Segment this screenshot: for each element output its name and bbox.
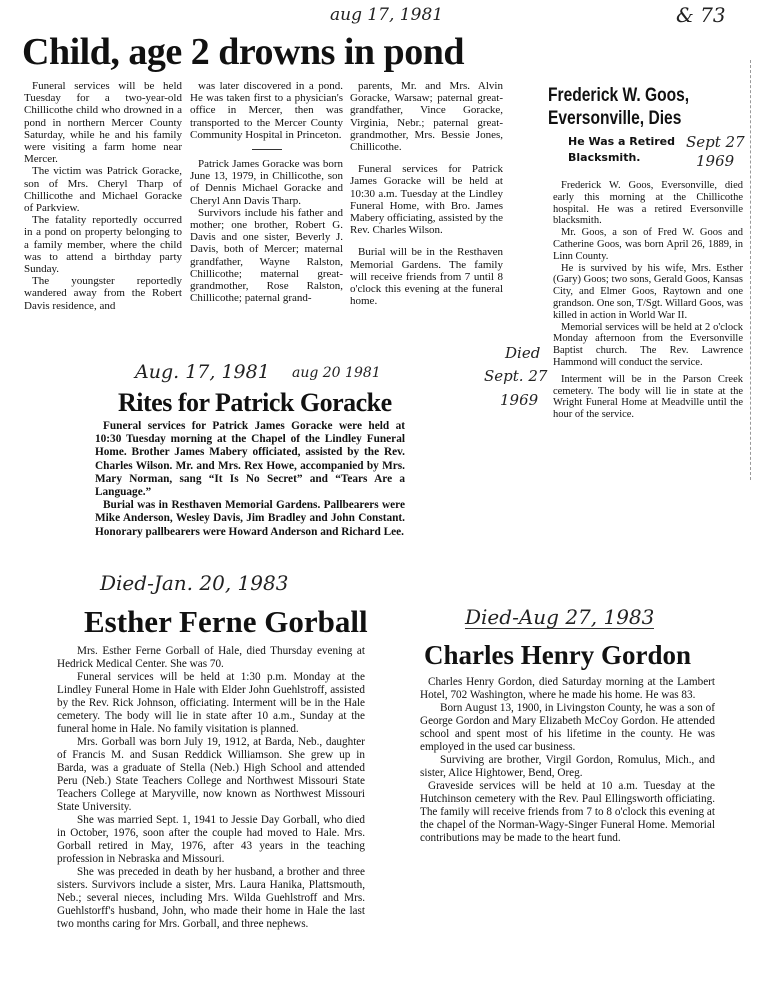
paragraph: The victim was Patrick Goracke, son of Mrs. Cheryl Tharp of Chillicothe and Michael Goracke of Parkview. — [24, 165, 182, 215]
paragraph: Born August 13, 1900, in Livingston County, he was a son of George Gordon and Mary Elizabeth McCoy Gordon. He attended school and spent most of his lifetime in the county. He was employed in the used car business. — [420, 702, 715, 753]
gorball-body — [57, 645, 365, 931]
goos-body — [553, 180, 743, 421]
paragraph: Frederick W. Goos, Eversonville, died early this morning at the Chillicothe hospital. He was a retired Eversonville blacksmith. — [553, 180, 743, 227]
paragraph: Patrick James Goracke was born June 13, 1979, in Chillicothe, son of Dennis Michael Goracke and Cheryl Ann Davis Tharp. — [190, 158, 343, 207]
rites-body — [95, 420, 405, 539]
paragraph: parents, Mr. and Mrs. Alvin Goracke, Warsaw; paternal great-grandfather, Vince Goracke, Virginia, Nebr.; paternal great-grandmother, Mrs. Bessie Jones, Chillicothe. — [350, 80, 503, 154]
gordon-body — [420, 676, 715, 845]
headline: Frederick W. Goos, Eversonville, Dies — [548, 85, 690, 129]
headline: Charles Henry Gordon — [424, 640, 691, 670]
handwritten-date: Sept 27 — [686, 133, 745, 151]
handwritten-date: aug 20 1981 — [292, 365, 381, 381]
paragraph: Funeral services for Patrick James Goracke were held at 10:30 Tuesday morning at the Chapel of the Lindley Funeral Home. Brother James Mabery officiated, assisted by the Rev. Charles Wilson. Mr. and Mrs. Rex Howe, accompanied by Mrs. Mary Norman, sang “It Is No Secret” and “Tears Are a Language.” — [95, 420, 405, 499]
paragraph: Interment will be in the Parson Creek cemetery. The body will lie in state at the Wright Funeral Home at Meadville until the hour of the service. — [553, 373, 743, 421]
clipping-edge — [750, 60, 752, 480]
paragraph: was later discovered in a pond. He was taken first to a physician's office in Mercer, then was transported to the Mercer County Community Hospital in Princeton. — [190, 80, 343, 141]
paragraph: She was preceded in death by her husband, a brother and three sisters. Survivors include a sister, Mrs. Laura Hanika, Plattsmouth, Neb.; several nieces, including Mrs. Wilda Guehlstroff and Mrs. Guehlstorff's husband, John, who made their home in Hale the last two months caring for Mrs. Gorball, and three nephews. — [57, 866, 365, 930]
paragraph: Funeral services will be held at 1:30 p.m. Monday at the Lindley Funeral Home in Hale with Elder John Guehlstroff, assisted by the Rev. Rick Johnson, officiating. Interment will be in the Hale cemetery. The body will lie in state after 10 a.m., Sunday at the funeral home in Hale. No family visitation is planned. — [57, 671, 365, 735]
paragraph: Funeral services will be held Tuesday for a two-year-old Chillicothe child who drowned in a pond in northern Mercer County Saturday, while he and his family were visiting a farm home near Mercer. — [24, 80, 182, 166]
handwritten-page-number: & 73 — [676, 3, 726, 27]
paragraph: Funeral services for Patrick James Goracke will be held at 10:30 a.m. Tuesday at the Lindley Funeral Home, with Bro. James Mabery officiating, assisted by the Rev. Charles Wilson. — [350, 163, 503, 237]
handwritten-year: 1969 — [500, 391, 539, 409]
paragraph: Mr. Goos, a son of Fred W. Goos and Catherine Goos, was born April 26, 1889, in Linn County. — [553, 227, 743, 262]
headline: Esther Ferne Gorball — [84, 604, 368, 639]
paragraph: Graveside services will be held at 10 a.m. Tuesday at the Hutchinson cemetery with the Rev. Paul Ellingsworth officiating. The family will receive friends from 7 to 8 o'clock this evening at the chapel of the Norman-Wagy-Singer Funeral Home. Memorial contributions may be made to the heart fund. — [420, 780, 715, 844]
paragraph: Burial will be in the Resthaven Memorial Gardens. The family will receive friends from 7 until 8 o'clock this evening at the funeral home. — [350, 246, 503, 308]
subheadline: He Was a Retired Blacksmith. — [568, 135, 676, 164]
handwritten-date: Aug. 17, 1981 — [135, 361, 270, 383]
paragraph: Surviving are brother, Virgil Gordon, Romulus, Mich., and sister, Alice Hightower, Bend, Oreg. — [420, 754, 715, 779]
paragraph: Mrs. Esther Ferne Gorball of Hale, died Thursday evening at Hedrick Medical Center. She was 70. — [57, 645, 365, 670]
paragraph: Memorial services will be held at 2 o'clock Monday afternoon from the Eversonville Baptist church. The Rev. Lawrence Hammond will conduct the service. — [553, 321, 743, 368]
handwritten-date: Sept. 27 — [484, 367, 548, 385]
paragraph: He is survived by his wife, Mrs. Esther (Gary) Goos; two sons, Gerald Goos, Kansas City, and Elmer Goos, Raytown and one grandson. One son, T/Sgt. Willard Goos, was killed in action in World War II. — [553, 262, 743, 321]
column-3 — [350, 80, 503, 307]
headline: Rites for Patrick Goracke — [118, 388, 392, 417]
paragraph: Mrs. Gorball was born July 19, 1912, at Barda, Neb., daughter of Francis M. and Susan Reddick Williamson. She grew up in Barda, was a graduate of Stella (Neb.) High School and attended Peru (Neb.) State Teachers College and Northwest Missouri State Teachers College at Maryville, now known as Northwest Missouri State University. — [57, 736, 365, 813]
divider — [252, 149, 282, 150]
handwritten-died: Died — [505, 344, 541, 362]
paragraph: Charles Henry Gordon, died Saturday morning at the Lambert Hotel, 702 Washington, where he made his home. He was 83. — [420, 676, 715, 701]
paragraph: She was married Sept. 1, 1941 to Jessie Day Gorball, who died in October, 1976, soon after the couple had moved to Hale. Mrs. Gorball retired in May, 1976, after 43 years in the teaching profession in Nebraska and Missouri. — [57, 814, 365, 865]
handwritten-date: aug 17, 1981 — [330, 5, 444, 25]
handwritten-date: Died-Aug 27, 1983 — [465, 605, 655, 629]
column-1 — [24, 80, 182, 312]
paragraph: The youngster reportedly wandered away from the Robert Davis residence, and — [24, 275, 182, 312]
paragraph: Burial was in Resthaven Memorial Gardens. Pallbearers were Mike Anderson, Wesley Davis, Jim Bradley and John Constant. Honorary pallbearers were Howard Anderson and Richard Lee. — [95, 499, 405, 538]
handwritten-year: 1969 — [696, 152, 735, 170]
paragraph: Survivors include his father and mother; one brother, Robert G. Davis and one sister, Beverly J. Davis, both of Mercer; maternal grandfather, Wayne Ralston, Chillicothe; maternal great-grandmother, Rose Ralston, Chillicothe; paternal grand- — [190, 206, 343, 305]
column-2 — [190, 80, 343, 304]
headline: Child, age 2 drowns in pond — [22, 31, 464, 73]
handwritten-date: Died-Jan. 20, 1983 — [100, 571, 289, 595]
paragraph: The fatality reportedly occurred in a pond on property belonging to a family member, where the child was to attend a birthday party Sunday. — [24, 214, 182, 276]
